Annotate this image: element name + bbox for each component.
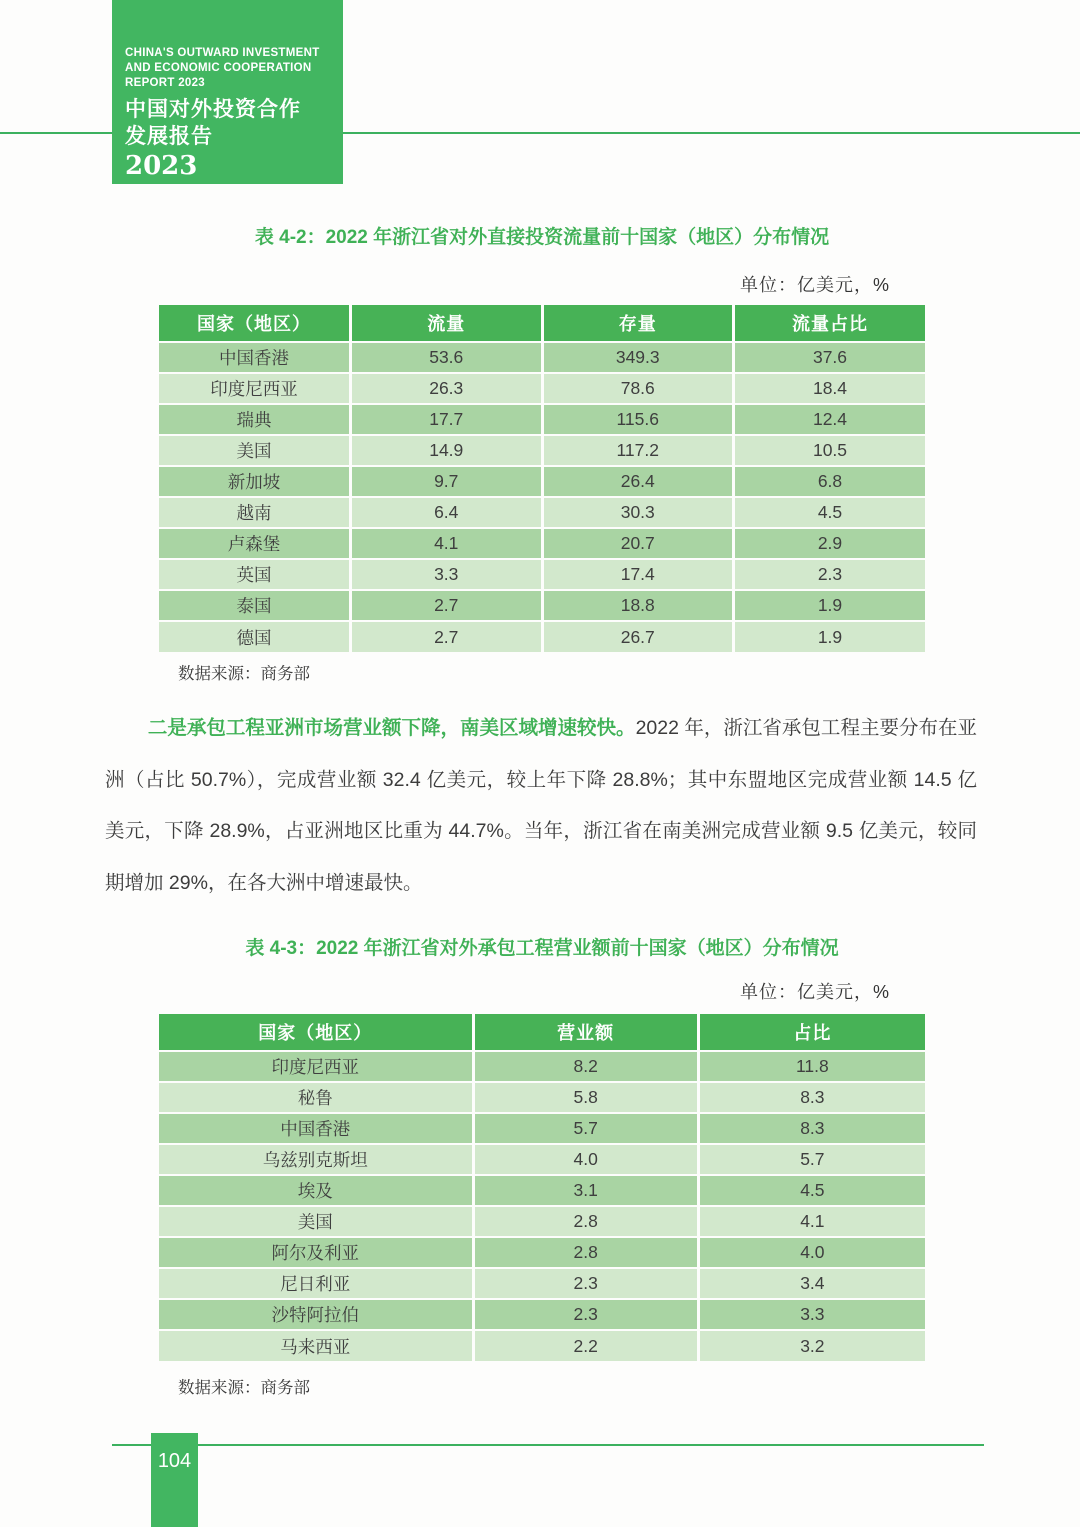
report-title-english-line: AND ECONOMIC COOPERATION xyxy=(125,62,312,74)
table-cell: 沙特阿拉伯 xyxy=(159,1299,473,1330)
table-cell: 4.1 xyxy=(351,528,543,559)
table-cell: 5.7 xyxy=(698,1144,925,1175)
table-cell: 3.4 xyxy=(698,1268,925,1299)
paragraph-body-text: 2022 年，浙江省承包工程主要分布在亚洲（占比 50.7%），完成营业额 32.4 亿美元，较上年下降 28.8%；其中东盟地区完成营业额 14.5 亿美元，下降 28.9%，占亚洲地区比重为 44.7%。当年，浙江省在南美洲完成营业额 9.5 亿美元，较同期增加 29%，在各大洲中增速最快。 xyxy=(105,717,977,894)
table-cell: 2.3 xyxy=(734,559,926,590)
table-cell: 阿尔及利亚 xyxy=(159,1237,473,1268)
report-title-chinese-line: 中国对外投资合作 xyxy=(125,98,301,121)
table-cell: 2.8 xyxy=(473,1206,698,1237)
table2-header-row xyxy=(159,1014,925,1051)
table1-body xyxy=(159,342,925,652)
table2-contracted-projects xyxy=(159,1014,925,1361)
table-row xyxy=(159,559,925,590)
table-row xyxy=(159,1206,925,1237)
column-header: 流量 xyxy=(351,305,543,342)
paragraph-lead-sentence: 二是承包工程亚洲市场营业额下降，南美区域增速较快。 xyxy=(147,717,636,739)
table-cell: 8.2 xyxy=(473,1051,698,1082)
table-cell: 26.4 xyxy=(542,466,734,497)
table-row xyxy=(159,466,925,497)
table-row xyxy=(159,435,925,466)
table-cell: 1.9 xyxy=(734,621,926,652)
table1-source-note: 数据来源：商务部 xyxy=(178,665,310,683)
table-cell: 4.5 xyxy=(698,1175,925,1206)
table-cell: 30.3 xyxy=(542,497,734,528)
table-cell: 卢森堡 xyxy=(159,528,351,559)
table-cell: 2.7 xyxy=(351,590,543,621)
table-row xyxy=(159,373,925,404)
table1-title: 表 4-2：2022 年浙江省对外直接投资流量前十国家（地区）分布情况 xyxy=(254,227,830,248)
table-row xyxy=(159,1237,925,1268)
table-cell: 26.3 xyxy=(351,373,543,404)
table-cell: 3.3 xyxy=(351,559,543,590)
table-cell: 12.4 xyxy=(734,404,926,435)
table-cell: 8.3 xyxy=(698,1113,925,1144)
table-row xyxy=(159,342,925,373)
table-cell: 78.6 xyxy=(542,373,734,404)
table-row xyxy=(159,1082,925,1113)
table-cell: 2.3 xyxy=(473,1268,698,1299)
table-cell: 53.6 xyxy=(351,342,543,373)
column-header: 流量占比 xyxy=(734,305,926,342)
table-cell: 37.6 xyxy=(734,342,926,373)
table-cell: 美国 xyxy=(159,435,351,466)
table-row xyxy=(159,1051,925,1082)
table-cell: 越南 xyxy=(159,497,351,528)
table-cell: 4.0 xyxy=(473,1144,698,1175)
table2-unit-label: 单位：亿美元，% xyxy=(739,982,890,1002)
column-header: 存量 xyxy=(542,305,734,342)
report-year: 2023 xyxy=(125,151,198,181)
table-cell: 11.8 xyxy=(698,1051,925,1082)
table-cell: 5.8 xyxy=(473,1082,698,1113)
table-cell: 349.3 xyxy=(542,342,734,373)
page-number: 104 xyxy=(157,1450,192,1472)
table-cell: 8.3 xyxy=(698,1082,925,1113)
table1-header-row xyxy=(159,305,925,342)
table-row xyxy=(159,404,925,435)
column-header: 占比 xyxy=(698,1014,925,1051)
table-row xyxy=(159,1268,925,1299)
table-cell: 18.8 xyxy=(542,590,734,621)
table-cell: 17.4 xyxy=(542,559,734,590)
table-row xyxy=(159,1330,925,1361)
table-cell: 115.6 xyxy=(542,404,734,435)
table-cell: 尼日利亚 xyxy=(159,1268,473,1299)
table-cell: 印度尼西亚 xyxy=(159,373,351,404)
table-cell: 印度尼西亚 xyxy=(159,1051,473,1082)
table-cell: 乌兹别克斯坦 xyxy=(159,1144,473,1175)
table-cell: 117.2 xyxy=(542,435,734,466)
table-cell: 17.7 xyxy=(351,404,543,435)
table-cell: 2.3 xyxy=(473,1299,698,1330)
table-cell: 4.0 xyxy=(698,1237,925,1268)
table-cell: 20.7 xyxy=(542,528,734,559)
table-cell: 马来西亚 xyxy=(159,1330,473,1361)
table-row xyxy=(159,590,925,621)
table-cell: 10.5 xyxy=(734,435,926,466)
table-cell: 3.2 xyxy=(698,1330,925,1361)
table-cell: 中国香港 xyxy=(159,1113,473,1144)
column-header: 国家（地区） xyxy=(159,1014,473,1051)
table-cell: 9.7 xyxy=(351,466,543,497)
table-cell: 英国 xyxy=(159,559,351,590)
table1-fdi-flows xyxy=(159,305,925,652)
table-row xyxy=(159,1144,925,1175)
table-cell: 1.9 xyxy=(734,590,926,621)
table-cell: 2.7 xyxy=(351,621,543,652)
table-cell: 2.9 xyxy=(734,528,926,559)
table-cell: 26.7 xyxy=(542,621,734,652)
table1-unit-label: 单位：亿美元，% xyxy=(739,275,890,295)
table-row xyxy=(159,528,925,559)
table-cell: 美国 xyxy=(159,1206,473,1237)
table-cell: 秘鲁 xyxy=(159,1082,473,1113)
table-row xyxy=(159,621,925,652)
page-number-badge xyxy=(151,1433,198,1527)
report-title-english-line: CHINA'S OUTWARD INVESTMENT xyxy=(125,47,320,59)
table-cell: 2.8 xyxy=(473,1237,698,1268)
column-header: 国家（地区） xyxy=(159,305,351,342)
table-row xyxy=(159,1113,925,1144)
table-cell: 2.2 xyxy=(473,1330,698,1361)
table-row xyxy=(159,497,925,528)
table-cell: 3.3 xyxy=(698,1299,925,1330)
table-cell: 瑞典 xyxy=(159,404,351,435)
table-cell: 3.1 xyxy=(473,1175,698,1206)
column-header: 营业额 xyxy=(473,1014,698,1051)
table-cell: 4.5 xyxy=(734,497,926,528)
table-cell: 泰国 xyxy=(159,590,351,621)
report-title-chinese-line: 发展报告 xyxy=(125,125,213,148)
table2-source-note: 数据来源：商务部 xyxy=(178,1379,310,1397)
table-cell: 6.8 xyxy=(734,466,926,497)
table-row xyxy=(159,1299,925,1330)
footer-rule xyxy=(112,1444,984,1446)
table-cell: 14.9 xyxy=(351,435,543,466)
report-title-chinese xyxy=(125,96,331,150)
table2-body xyxy=(159,1051,925,1361)
table-cell: 4.1 xyxy=(698,1206,925,1237)
table-cell: 中国香港 xyxy=(159,342,351,373)
table-cell: 德国 xyxy=(159,621,351,652)
table-row xyxy=(159,1175,925,1206)
table-cell: 埃及 xyxy=(159,1175,473,1206)
table-cell: 5.7 xyxy=(473,1113,698,1144)
report-brand-box xyxy=(112,0,343,184)
body-paragraph xyxy=(105,703,977,909)
table-cell: 新加坡 xyxy=(159,466,351,497)
table-cell: 18.4 xyxy=(734,373,926,404)
report-title-english xyxy=(125,46,331,91)
table2-title: 表 4-3：2022 年浙江省对外承包工程营业额前十国家（地区）分布情况 xyxy=(245,938,839,959)
report-title-english-line: REPORT 2023 xyxy=(125,77,205,89)
table-cell: 6.4 xyxy=(351,497,543,528)
